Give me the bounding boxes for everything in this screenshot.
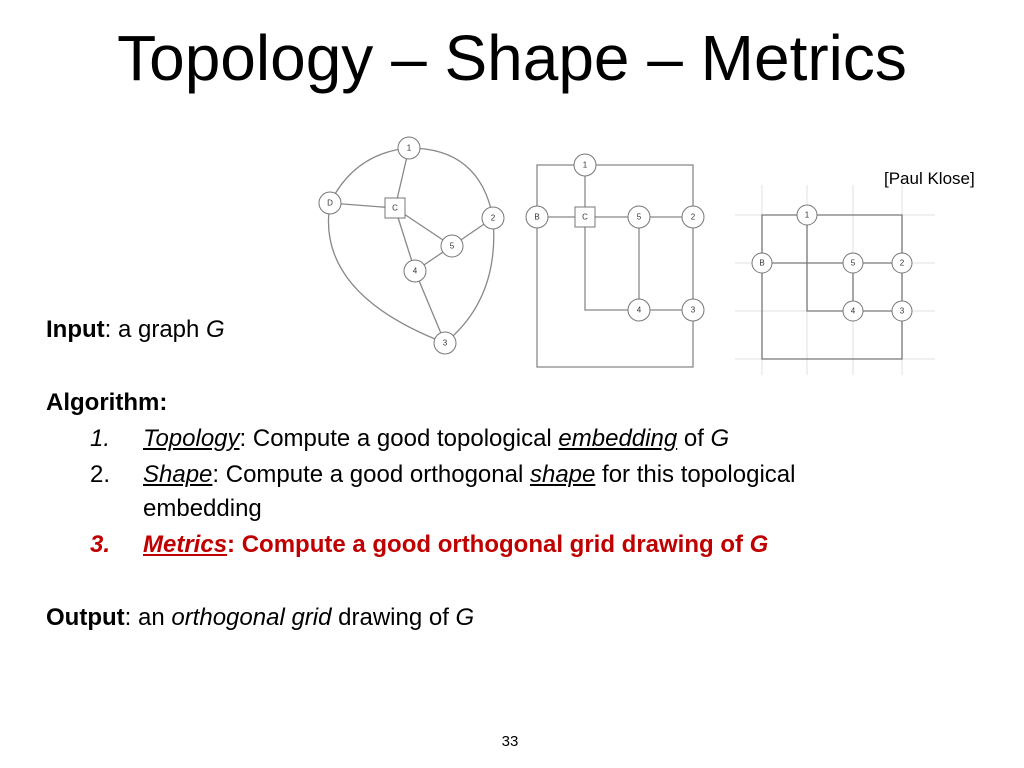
output-label: Output [46,604,125,631]
algorithm-heading: Algorithm: [46,389,168,416]
step-1-text-b: of [677,425,711,452]
step-2-text [143,460,795,489]
step-2-text-b: for this topological [595,461,796,488]
input-text: : a graph [104,316,207,343]
shape-node-5-label: 5 [636,212,642,222]
topology-node-c-label: C [392,203,398,213]
input-statement [46,315,225,344]
topology-node-4-label: 4 [412,266,418,276]
output-statement [46,603,474,632]
metrics-node-4-label: 4 [850,306,856,316]
step-1-var: G [710,425,730,452]
step-1-number: 1. [89,425,110,452]
page-number: 33 [501,733,519,750]
metrics-node-5-label: 5 [850,258,856,268]
step-3-var: G [749,531,769,558]
step-2-emph: shape [529,461,596,488]
step-3-text-a: : Compute a good orthogonal grid drawing of [227,531,750,558]
output-text-a: : an [124,604,172,631]
shape-node-c-label: C [582,212,588,222]
step-2-text-a: : Compute a good orthogonal [212,461,530,488]
step-1-emph: embedding [558,425,678,452]
topology-node-2-label: 2 [490,213,496,223]
topology-node-5-label: 5 [449,241,455,251]
metrics-grid-figure [735,185,935,375]
metrics-node-3-label: 3 [899,306,905,316]
shape-node-b-label: B [534,212,540,222]
step-3-number: 3. [89,531,110,558]
input-label: Input [46,316,105,343]
shape-graph-figure [515,145,725,375]
step-2-continuation: embedding [143,495,262,522]
output-emph: orthogonal grid [171,604,332,631]
topology-node-1-label: 1 [406,143,412,153]
step-2-term: Shape [143,461,213,488]
metrics-grid-lines [735,185,935,375]
shape-node-1-label: 1 [582,160,588,170]
topology-graph-figure [305,128,515,370]
step-2-number: 2. [89,461,110,488]
output-text-b: drawing of [331,604,456,631]
step-3-text [143,530,768,559]
step-3-term: Metrics [143,531,228,558]
topology-node-3-label: 3 [442,338,448,348]
slide-title: Topology – Shape – Metrics [117,22,907,94]
step-1-text [143,424,729,453]
metrics-node-1-label: 1 [804,210,810,220]
step-1-term: Topology [143,425,240,452]
shape-node-3-label: 3 [690,305,696,315]
metrics-node-b-label: B [759,258,765,268]
shape-node-4-label: 4 [636,305,642,315]
figure-credit: [Paul Klose] [884,169,975,188]
shape-node-2-label: 2 [690,212,696,222]
topology-node-d-label: D [327,198,333,208]
output-graph-var: G [455,604,475,631]
metrics-node-2-label: 2 [899,258,905,268]
step-1-text-a: : Compute a good topological [239,425,559,452]
input-graph-var: G [206,316,225,343]
